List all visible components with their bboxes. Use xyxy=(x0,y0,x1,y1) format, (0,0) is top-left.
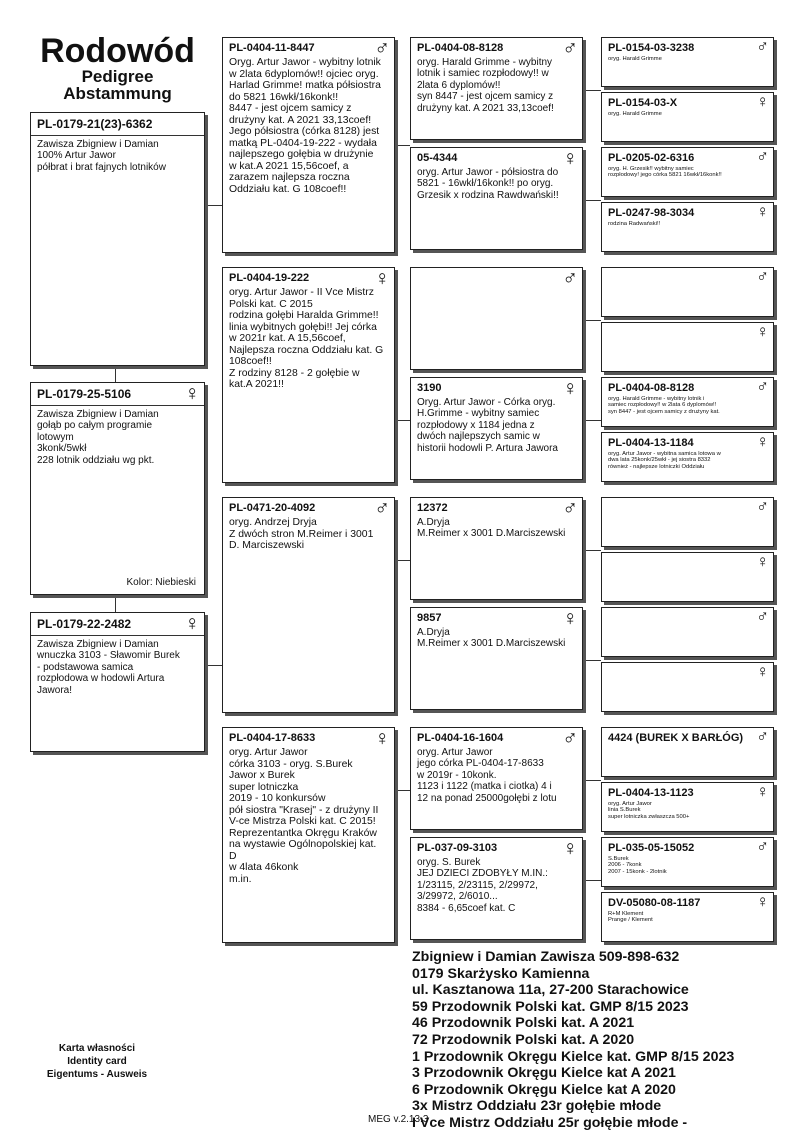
male-icon: ♂ xyxy=(756,267,769,286)
g2-s2m-box xyxy=(410,837,583,940)
g1-mother-text: oryg. Artur Jawor - II Vce Mistrz Polski kat. C 2015 rodzina gołębi Haralda Grimme!! linia wybitnych gołębi!! Jej córka w 2021r kat. A 15,56coef, Najlepsza roczna Oddziału kat. G 108coef!! Z rodziny 8128 - 2 gołębie w kat.A 2021!! xyxy=(229,287,384,390)
g3-ring: PL-0404-13-1123 xyxy=(608,787,694,799)
connector-line xyxy=(115,595,116,613)
g3-box-7 xyxy=(601,432,774,482)
male-icon: ♂ xyxy=(562,497,578,520)
connector-line xyxy=(204,205,222,206)
g3-text xyxy=(602,502,773,506)
g3-ring: PL-0154-03-X xyxy=(608,97,678,109)
g3-ring: PL-0205-02-6316 xyxy=(608,152,695,164)
g1-s1-ring: PL-0471-20-4092 xyxy=(229,502,316,514)
g3-text xyxy=(602,272,773,276)
g2-ff-text: oryg. Harald Grimme - wybitny lotnik i samiec rozpłodowy!! w 2lata 6 dyplomów!! syn 8447 - jest ojcem samicy z drużyny kat. A 2021 33,13coef! xyxy=(417,57,554,114)
version-label: MEG v.2.13.3 xyxy=(368,1114,429,1125)
connector-line xyxy=(115,365,116,383)
male-icon: ♂ xyxy=(562,727,578,750)
male-icon: ♂ xyxy=(374,497,390,520)
g3-text: oryg. Artur Jawor - wybitna samica lotowa w dwa lata 25konk/25wkł - jej siostra 8332 również - najlepsze lotniczki Oddziału xyxy=(608,451,721,470)
g1-father-text: Oryg. Artur Jawor - wybitny lotnik w 2lata 6dyplomów!! ojciec oryg. Harlad Grimme! matka półsiostra do 5821 16wkł/16konk!! 8447 - jest ojcem samicy z drużyny kat. A 2021 33,13coef! Jego półsiostra (córka 8128) jest matką PL-0404-19-222 - wydała najlepszego gołębia w drużynie w kat.A 2021 15,56coef, a zarazem najlepsza roczna Oddziału kat. G 108coef!! xyxy=(229,57,381,195)
male-icon: ♂ xyxy=(374,37,390,60)
g3-box-6 xyxy=(601,377,774,427)
connector-line xyxy=(583,660,601,661)
g2-fm-box xyxy=(410,147,583,250)
connector-line xyxy=(583,780,601,781)
g3-box-2 xyxy=(601,147,774,197)
g1-s2-ring: PL-0404-17-8633 xyxy=(229,732,316,744)
g3-text: oryg. Artur Jawor linia S.Burek super lotniczka zwłaszcza 500+ xyxy=(608,801,690,820)
g2-s1m-text: A.Dryja M.Reimer x 3001 D.Marciszewski xyxy=(417,627,566,650)
sibling2-text: Zawisza Zbigniew i Damian wnuczka 3103 - Sławomir Burek - podstawowa samica rozpłodowa w hodowli Artura Jawora! xyxy=(37,639,180,696)
g3-text: R+M Klement Prange / Klement xyxy=(608,911,653,924)
title-sub-abstammung: Abstammung xyxy=(63,84,172,103)
male-icon: ♂ xyxy=(756,147,769,166)
g2-mf-box xyxy=(410,267,583,370)
sibling1-color: Kolor: Niebieski xyxy=(126,577,196,588)
g3-box-5 xyxy=(601,322,774,372)
g3-ring: PL-0404-13-1184 xyxy=(608,437,694,449)
g2-fm-ring: 05-4344 xyxy=(417,152,458,164)
female-icon: ♀ xyxy=(562,607,578,630)
g3-box-4 xyxy=(601,267,774,317)
g2-ff-box xyxy=(410,37,583,140)
male-icon: ♂ xyxy=(756,727,769,746)
male-icon: ♂ xyxy=(562,37,578,60)
g3-box-15 xyxy=(601,892,774,942)
g3-box-3 xyxy=(601,202,774,252)
female-icon: ♀ xyxy=(756,782,769,801)
g2-mm-text: Oryg. Artur Jawor - Córka oryg. H.Grimme - wybitny samiec rozpłodowy x 1184 jedna z dwóch najlepszych samic w historii hodowli P. Artura Jawora xyxy=(417,397,558,454)
g3-box-13 xyxy=(601,782,774,832)
female-icon: ♀ xyxy=(562,377,578,400)
g1-s1-box xyxy=(222,497,395,713)
g1-father-ring: PL-0404-11-8447 xyxy=(229,42,315,54)
g3-text: oryg. Harald Grimme xyxy=(608,111,662,117)
connector-line xyxy=(395,420,410,421)
g3-box-14 xyxy=(601,837,774,887)
g3-ring: 4424 (BUREK X BARŁÓG) xyxy=(608,732,744,744)
female-icon: ♀ xyxy=(756,892,769,911)
connector-line xyxy=(583,550,601,551)
female-icon: ♀ xyxy=(184,382,200,405)
g3-box-8 xyxy=(601,497,774,547)
male-icon: ♂ xyxy=(756,497,769,516)
g2-s2m-text: oryg. S. Burek JEJ DZIECI ZDOBYŁY M.IN.: 1/23115, 2/23115, 2/29972, 3/29972, 2/6010... 8384 - 6,65coef kat. C xyxy=(417,857,548,914)
g2-s2m-ring: PL-037-09-3103 xyxy=(417,842,498,854)
sibling1-ring: PL-0179-25-5106 xyxy=(37,387,132,401)
male-icon: ♂ xyxy=(562,267,578,290)
g1-s2-box xyxy=(222,727,395,943)
title-sub-pedigree: Pedigree xyxy=(81,67,154,86)
title-main: Rodowód xyxy=(40,32,195,70)
male-icon: ♂ xyxy=(756,377,769,396)
male-icon: ♂ xyxy=(756,607,769,626)
connector-line xyxy=(583,90,601,91)
g3-text xyxy=(602,744,773,748)
g2-s1m-ring: 9857 xyxy=(417,612,442,624)
g3-text xyxy=(602,612,773,616)
connector-line xyxy=(583,200,601,201)
g3-box-9 xyxy=(601,552,774,602)
connector-line xyxy=(583,420,601,421)
g3-ring: DV-05080-08-1187 xyxy=(608,897,701,909)
g3-ring: PL-0404-08-8128 xyxy=(608,382,695,394)
male-icon: ♂ xyxy=(756,37,769,56)
g3-box-1 xyxy=(601,92,774,142)
connector-line xyxy=(583,880,601,881)
g3-box-10 xyxy=(601,607,774,657)
connector-line xyxy=(395,145,410,146)
subject-ring: PL-0179-21(23)-6362 xyxy=(37,117,153,131)
connector-line xyxy=(395,790,410,791)
female-icon: ♀ xyxy=(756,662,769,681)
female-icon: ♀ xyxy=(756,202,769,221)
g3-box-12 xyxy=(601,727,774,777)
g2-mm-box xyxy=(410,377,583,480)
female-icon: ♀ xyxy=(562,147,578,170)
sibling1-text: Zawisza Zbigniew i Damian gołąb po całym programie lotowym 3konk/5wkł 228 lotnik oddziału wg pkt. xyxy=(37,409,159,466)
sibling2-ring: PL-0179-22-2482 xyxy=(37,617,132,631)
sibling2-box xyxy=(30,612,205,752)
female-icon: ♀ xyxy=(756,322,769,341)
female-icon: ♀ xyxy=(562,837,578,860)
g3-text: S.Burek 2006 - 7konk 2007 - 15konk - 2lotnik xyxy=(608,856,667,875)
subject-text: Zawisza Zbigniew i Damian 100% Artur Jawor półbrat i brat fajnych lotników xyxy=(37,139,166,173)
female-icon: ♀ xyxy=(756,92,769,111)
g3-ring: PL-0247-98-3034 xyxy=(608,207,695,219)
female-icon: ♀ xyxy=(756,432,769,451)
g2-mf-text xyxy=(411,272,582,278)
g3-text: rodzina Radwański!! xyxy=(608,221,661,227)
g2-s1f-ring: 12372 xyxy=(417,502,448,514)
g2-mm-ring: 3190 xyxy=(417,382,442,394)
g1-mother-box xyxy=(222,267,395,483)
g3-text: oryg. Harald Grimme - wybitny lotnik i samiec rozpłodowy!! w 2lata 6 dyplomów!! syn 8447 - jest ojcem samicy z drużyny kat. xyxy=(608,396,720,415)
g2-s2f-text: oryg. Artur Jawor jego córka PL-0404-17-8633 w 2019r - 10konk. 1123 i 1122 (matka i ciotka) 4 i 12 na ponad 25000gołębi z lotu xyxy=(417,747,557,804)
connector-line xyxy=(395,560,410,561)
connector-line xyxy=(204,665,222,666)
g2-s1f-text: A.Dryja M.Reimer x 3001 D.Marciszewski xyxy=(417,517,566,540)
g3-box-11 xyxy=(601,662,774,712)
g3-box-0 xyxy=(601,37,774,87)
g2-s2f-box xyxy=(410,727,583,830)
female-icon: ♀ xyxy=(756,552,769,571)
g2-s1m-box xyxy=(410,607,583,710)
identity-card-label: Karta własności Identity card Eigentums - Ausweis xyxy=(46,1043,148,1080)
g3-text: oryg. H. Grzesik!! wybitny samiec rozpłodowy! jego córka 5821 16wkł/16konk!! xyxy=(608,166,722,179)
male-icon: ♂ xyxy=(756,837,769,856)
g2-fm-text: oryg. Artur Jawor - półsiostra do 5821 - 16wkł/16konk!! po oryg. Grzesik x rodzina Rawdwański!! xyxy=(417,167,559,201)
female-icon: ♀ xyxy=(374,267,390,290)
sibling1-box xyxy=(30,382,205,595)
female-icon: ♀ xyxy=(374,727,390,750)
g1-father-box xyxy=(222,37,395,253)
owner-info: Zbigniew i Damian Zawisza 509-898-632 0179 Skarżysko Kamienna ul. Kasztanowa 11a, 27-200 Starachowice 59 Przodownik Polski kat. GMP 8/15 2023 46 Przodownik Polski kat. A 2021 72 Przodownik Polski kat. A 2020 1 Przodownik Okręgu Kielce kat. GMP 8/15 2023 3 Przodownik Okręgu Kielce kat A 2021 6 Przodownik Okręgu Kielce kat A 2020 3x Mistrz Oddziału 23r gołębie młode I Vce Mistrz Oddziału 25r gołębie młode - xyxy=(412,949,735,1131)
pedigree-title xyxy=(30,34,205,102)
female-icon: ♀ xyxy=(184,612,200,635)
g2-s1f-box xyxy=(410,497,583,600)
subject-box xyxy=(30,112,205,366)
g3-text: oryg. Harald Grimme xyxy=(608,56,662,62)
g2-s2f-ring: PL-0404-16-1604 xyxy=(417,732,504,744)
connector-line xyxy=(583,320,601,321)
g1-s1-text: oryg. Andrzej Dryja Z dwóch stron M.Reimer i 3001 D. Marciszewski xyxy=(229,517,374,551)
g3-ring: PL-035-05-15052 xyxy=(608,842,695,854)
g3-text xyxy=(602,327,773,331)
g1-mother-ring: PL-0404-19-222 xyxy=(229,272,310,284)
g3-text xyxy=(602,667,773,671)
g3-text xyxy=(602,557,773,561)
g3-ring: PL-0154-03-3238 xyxy=(608,42,695,54)
g2-ff-ring: PL-0404-08-8128 xyxy=(417,42,504,54)
g1-s2-text: oryg. Artur Jawor córka 3103 - oryg. S.Burek Jawor x Burek super lotniczka 2019 - 10 konkursów pół siostra "Krasej" - z drużyny II V-ce Mistrza Polski kat. C 2015! Reprezentantka Okręgu Kraków na wystawie Ogólnopolskiej kat. D w 4lata 46konk m.in. xyxy=(229,747,379,885)
